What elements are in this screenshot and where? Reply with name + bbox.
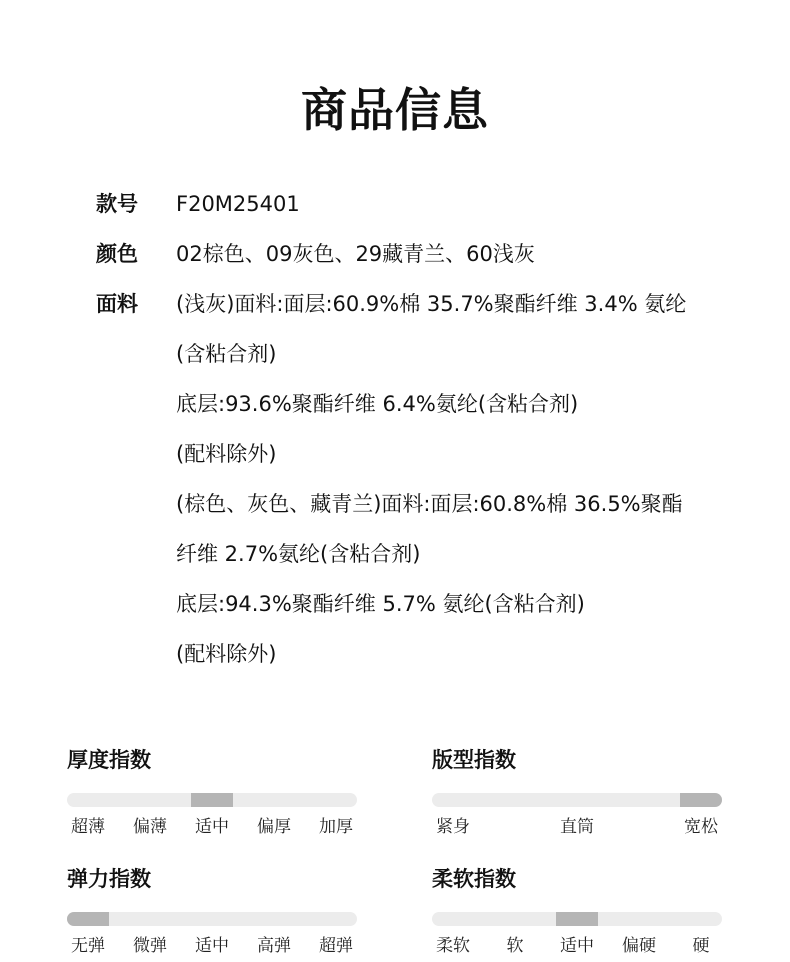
index-tick-label: 加厚 [319, 817, 353, 837]
index-tick-label: 超弹 [319, 936, 353, 956]
spec-value: (棕色、灰色、藏青兰)面料:面层:60.8%棉 36.5%聚酯 [176, 492, 683, 516]
index-tick-label: 紧身 [436, 817, 470, 837]
spec-list [96, 179, 746, 679]
spec-value: F20M25401 [176, 192, 300, 216]
index-ticks [67, 814, 357, 840]
spec-values [176, 279, 746, 679]
index-indicator [680, 793, 722, 807]
index-indicator [556, 912, 598, 926]
spec-label: 款号 [96, 192, 138, 216]
spec-value: (含粘合剂) [176, 342, 277, 366]
index-tick-label: 超薄 [71, 817, 105, 837]
index-tick-label: 柔软 [436, 936, 470, 956]
index-tick-label: 微弹 [133, 936, 167, 956]
index-indicator [191, 793, 233, 807]
index-track [67, 793, 357, 807]
index-tick-label: 硬 [692, 936, 710, 956]
index-ticks [432, 814, 722, 840]
index-tick-label: 软 [506, 936, 524, 956]
index-ticks [432, 933, 722, 959]
spec-row-color [96, 229, 746, 279]
spec-value: (配料除外) [176, 442, 277, 466]
index-track [432, 912, 722, 926]
index-tick-label: 无弹 [71, 936, 105, 956]
spec-value: 纤维 2.7%氨纶(含粘合剂) [176, 542, 421, 566]
index-title: 弹力指数 [67, 867, 151, 891]
index-tick-label: 偏薄 [133, 817, 167, 837]
spec-value: (浅灰)面料:面层:60.9%棉 35.7%聚酯纤维 3.4% 氨纶 [176, 292, 687, 316]
index-track [432, 793, 722, 807]
index-tick-label: 直筒 [560, 817, 594, 837]
spec-value: 02棕色、09灰色、29藏青兰、60浅灰 [176, 242, 535, 266]
index-title: 厚度指数 [67, 748, 151, 772]
spec-value: (配料除外) [176, 642, 277, 666]
spec-value: 底层:94.3%聚酯纤维 5.7% 氨纶(含粘合剂) [176, 592, 585, 616]
index-tick-label: 偏硬 [622, 936, 656, 956]
index-tick-label: 高弹 [257, 936, 291, 956]
index-ticks [67, 933, 357, 959]
index-indicator [67, 912, 109, 926]
spec-values [176, 229, 746, 279]
index-tick-label: 偏厚 [257, 817, 291, 837]
index-tick-label: 宽松 [684, 817, 718, 837]
spec-label: 颜色 [96, 242, 138, 266]
spec-row-style-number [96, 179, 746, 229]
index-tick-label: 适中 [560, 936, 594, 956]
index-title: 柔软指数 [432, 867, 516, 891]
index-track [67, 912, 357, 926]
spec-label: 面料 [96, 292, 138, 316]
spec-value: 底层:93.6%聚酯纤维 6.4%氨纶(含粘合剂) [176, 392, 579, 416]
index-tick-label: 适中 [195, 817, 229, 837]
index-title: 版型指数 [432, 748, 516, 772]
page-title: 商品信息 [301, 83, 489, 137]
index-tick-label: 适中 [195, 936, 229, 956]
spec-row-fabric [96, 279, 746, 679]
spec-values [176, 179, 746, 229]
